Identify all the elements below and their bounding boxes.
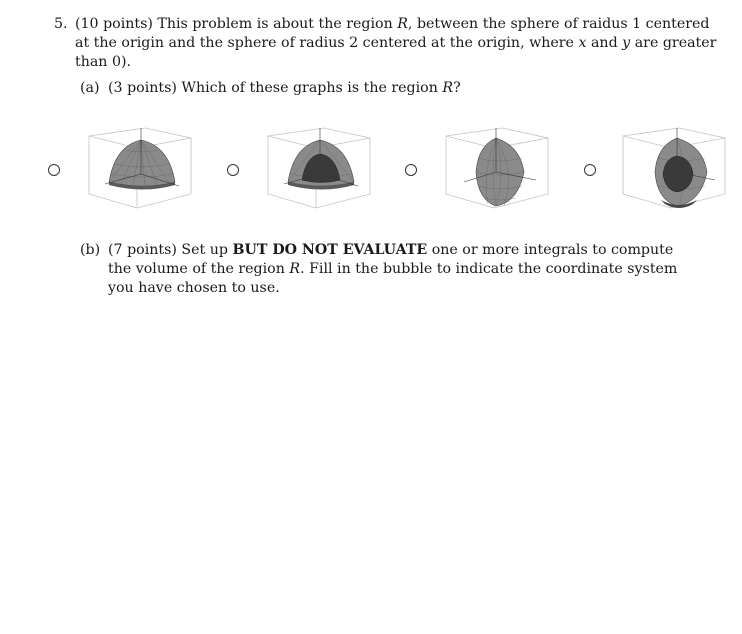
part-b-line-2-pre: the volume of the region	[108, 261, 290, 277]
x-variable: x	[578, 35, 587, 51]
problem-line-1-post: , between the sphere of raidus 1 centered	[407, 16, 710, 32]
part-a-question	[108, 79, 461, 98]
region-variable: R	[397, 16, 408, 32]
quarter-sphere-solid-icon[interactable]	[85, 124, 197, 220]
part-b-line-3: you have chosen to use.	[108, 280, 280, 296]
part-a-region-variable: R	[442, 80, 454, 96]
part-b-region-variable: R	[289, 261, 301, 277]
part-b-bold-instruction: BUT DO NOT EVALUATE	[232, 242, 428, 258]
problem-line-1-pre: (10 points) This problem is about the region	[75, 16, 398, 32]
option-2-radio[interactable]	[227, 164, 239, 176]
part-a-pre: (3 points) Which of these graphs is the region	[108, 80, 443, 96]
problem-number: 5.	[54, 16, 68, 32]
part-b-line-2	[108, 260, 677, 279]
problem-line-2-pre: at the origin and the sphere of radius 2 centered at the origin, where	[75, 35, 579, 51]
problem-line-1	[75, 15, 710, 34]
quarter-shell-inner-cavity-icon[interactable]	[264, 124, 376, 220]
part-b-line-1-post: one or more integrals to compute	[427, 242, 674, 258]
half-shell-inner-cavity-icon[interactable]	[619, 124, 731, 220]
option-4-radio[interactable]	[584, 164, 596, 176]
problem-line-2-post: are greater	[630, 35, 717, 51]
option-3-radio[interactable]	[405, 164, 417, 176]
part-b-line-2-post: . Fill in the bubble to indicate the coordinate system	[300, 261, 678, 277]
part-b-label: (b)	[80, 242, 101, 258]
problem-line-2	[75, 34, 716, 53]
part-b-line-1-pre: (7 points) Set up	[108, 242, 233, 258]
part-a-post: ?	[453, 80, 461, 96]
y-variable: y	[622, 35, 631, 51]
half-sphere-solid-icon[interactable]	[442, 124, 554, 220]
part-b-line-1	[108, 241, 673, 260]
part-a-label: (a)	[80, 80, 100, 96]
problem-line-3: than 0).	[75, 54, 132, 70]
option-1-radio[interactable]	[48, 164, 60, 176]
problem-line-2-mid: and	[586, 35, 623, 51]
